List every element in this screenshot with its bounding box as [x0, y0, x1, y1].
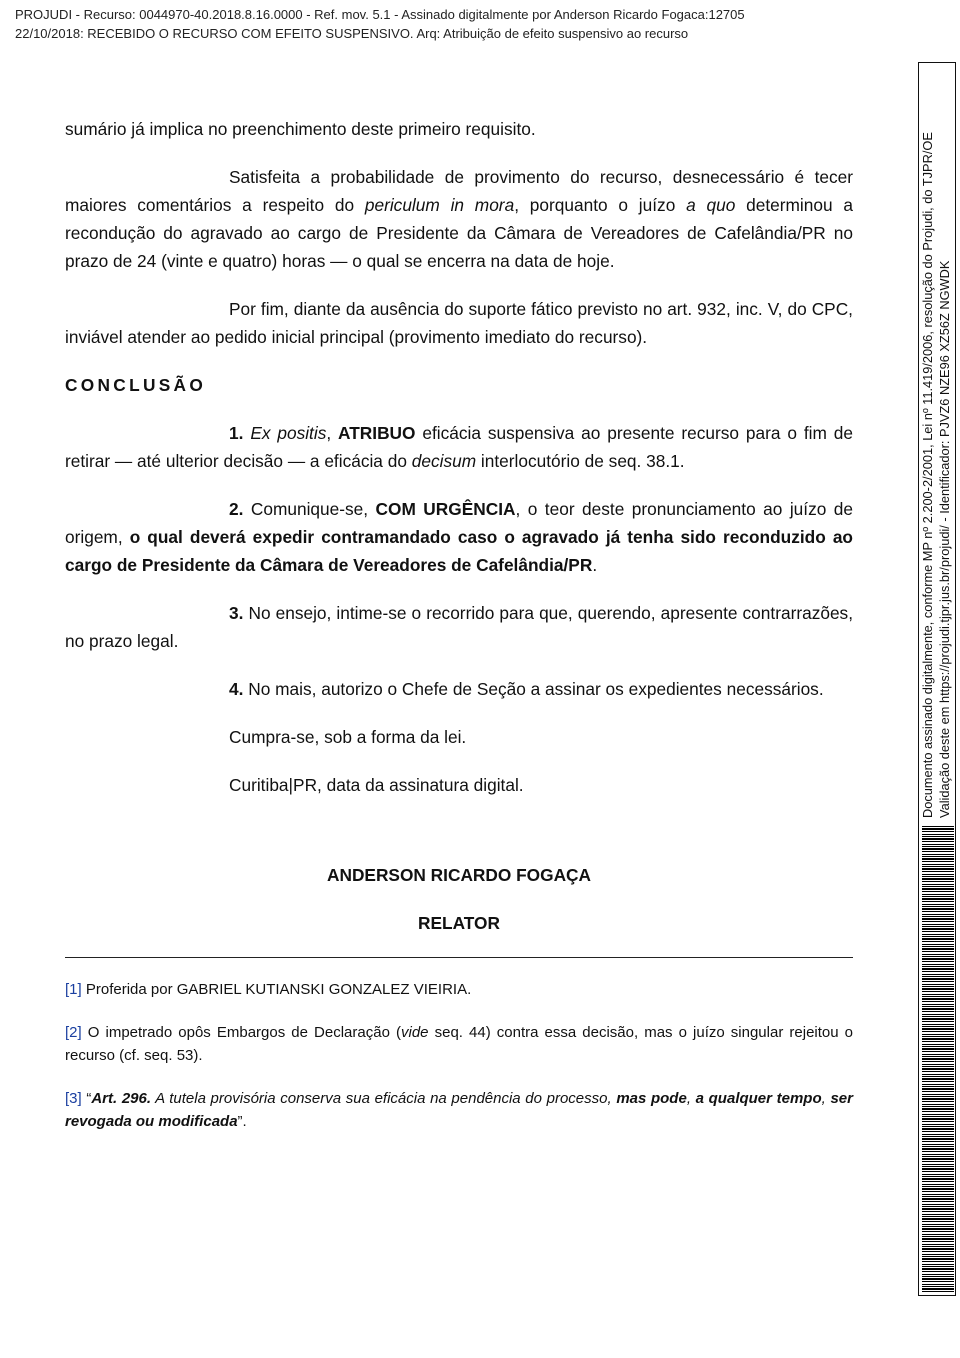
place-date: Curitiba|PR, data da assinatura digital. [229, 775, 524, 795]
paragraph-0: sumário já implica no preenchimento deste primeiro requisito. [65, 119, 536, 139]
closing-order: Cumpra-se, sob a forma da lei. [229, 727, 467, 747]
item-3: 3. No ensejo, intime-se o recorrido para que, querendo, apresente contrarrazões, no prazo legal. [65, 603, 853, 651]
signer-role: RELATOR [418, 913, 500, 933]
footnote-ref-1[interactable]: [1] [65, 981, 82, 998]
item-4: 4. No mais, autorizo o Chefe de Seção a assinar os expedientes necessários. [229, 679, 824, 699]
section-heading: CONCLUSÃO [65, 375, 207, 395]
paragraph-2: Por fim, diante da ausência do suporte fático previsto no art. 932, inc. V, do CPC, inviável atender ao pedido inicial principal (provimento imediato do recurso). [65, 299, 853, 347]
item-1: 1. Ex positis, ATRIBUO eficácia suspensiva ao presente recurso para o fim de retirar — até ulterior decisão — a eficácia do decisum interlocutório de seq. 38.1. [65, 423, 853, 471]
signature-sidebar-text [920, 58, 953, 818]
paragraph-1: Satisfeita a probabilidade de provimento do recurso, desnecessário é tecer maiores comentários a respeito do periculum in mora, porquanto o juízo a quo determinou a recondução do agravado ao cargo de Presidente da Câmara de Vereadores de Cafelândia/PR no prazo de 24 (vinte e quatro) horas — o qual se encerra na data de hoje. [65, 167, 853, 271]
header-line-1: PROJUDI - Recurso: 0044970-40.2018.8.16.0000 - Ref. mov. 5.1 - Assinado digitalmente por Anderson Ricardo Fogaca:12705 [15, 7, 745, 22]
sidebar-line-1: Documento assinado digitalmente, conforme MP nº 2.200-2/2001, Lei nº 11.419/2006, resolução do Projudi, do TJPR/OE [920, 132, 935, 818]
sidebar-line-2: Validação deste em https://projudi.tjpr.jus.br/projudi/ - Identificador: PJVZ6 NZE96 XZ56Z NGWDK [936, 260, 952, 818]
footnote-ref-3[interactable]: [3] [65, 1090, 82, 1107]
signer-name: ANDERSON RICARDO FOGAÇA [326, 865, 592, 885]
item-2: 2. Comunique-se, COM URGÊNCIA, o teor deste pronunciamento ao juízo de origem, o qual deverá expedir contramandado caso o agravado já tenha sido reconduzido ao cargo de Presidente da Câmara de Vereadores de Cafelândia/PR. [65, 499, 854, 575]
barcode [922, 826, 954, 1292]
footnote-2: [2] O impetrado opôs Embargos de Declaração (vide seq. 44) contra essa decisão, mas o juízo singular rejeitou o recurso (cf. seq. 53). [65, 1024, 854, 1064]
header-line-2: 22/10/2018: RECEBIDO O RECURSO COM EFEITO SUSPENSIVO. Arq: Atribuição de efeito suspensivo ao recurso [15, 26, 689, 41]
footnote-divider [65, 957, 853, 958]
document-body [65, 115, 853, 1133]
footnote-3: [3] “Art. 296. A tutela provisória conserva sua eficácia na pendência do processo, mas pode, a qualquer tempo, ser revogada ou modificada”. [65, 1090, 853, 1130]
footnote-1: [1] Proferida por GABRIEL KUTIANSKI GONZALEZ VIEIRIA. [65, 981, 472, 998]
footnote-ref-2[interactable]: [2] [65, 1024, 82, 1041]
